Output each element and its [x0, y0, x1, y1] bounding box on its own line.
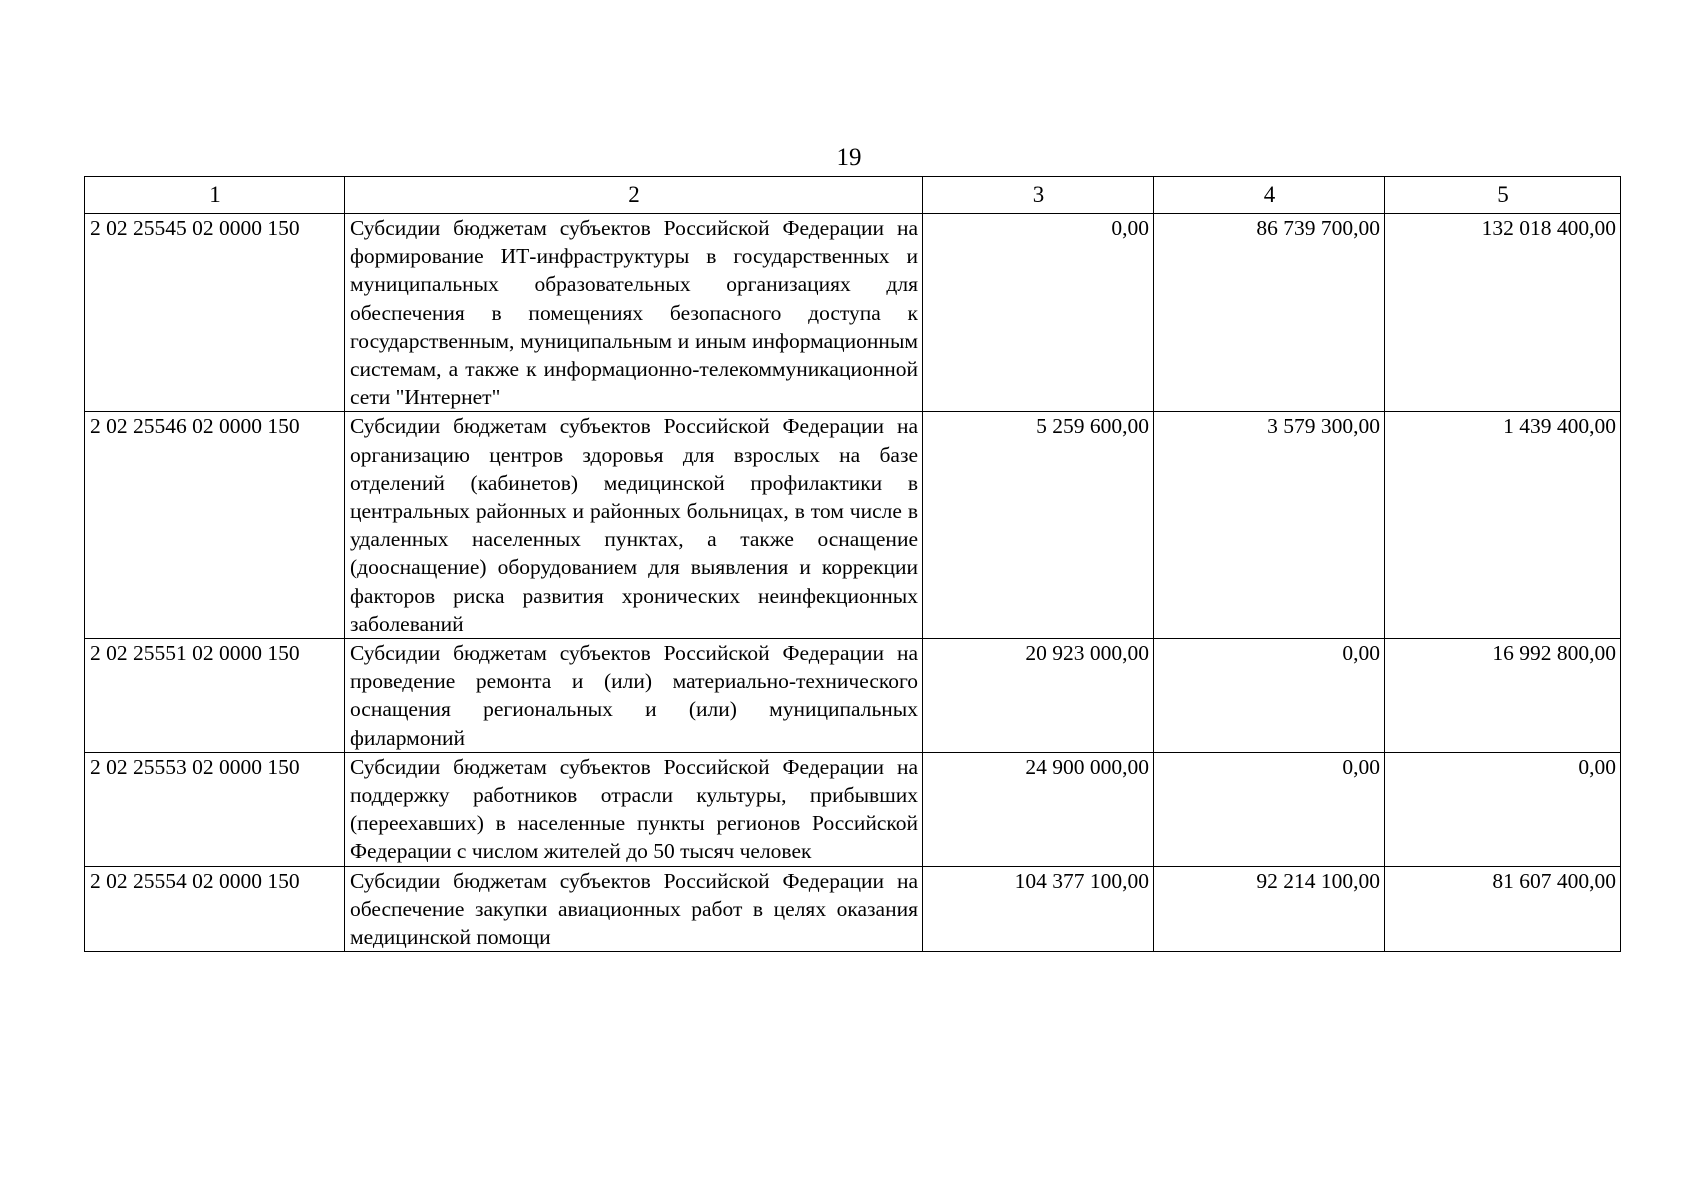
budget-table [84, 176, 1621, 952]
budget-code-cell: 2 02 25546 02 0000 150 [85, 412, 345, 639]
budget-code-cell: 2 02 25554 02 0000 150 [85, 866, 345, 952]
amount-col5-cell: 132 018 400,00 [1385, 214, 1621, 412]
description-cell: Субсидии бюджетам субъектов Российской Федерации на проведение ремонта и (или) материально-технического оснащения региональных и (или) муниципальных филармоний [345, 639, 923, 753]
amount-col5-cell: 0,00 [1385, 752, 1621, 866]
description-cell: Субсидии бюджетам субъектов Российской Федерации на обеспечение закупки авиационных работ в целях оказания медицинской помощи [345, 866, 923, 952]
amount-col4-cell: 0,00 [1154, 639, 1385, 753]
amount-col3-cell: 0,00 [923, 214, 1154, 412]
column-header-4: 4 [1154, 177, 1385, 214]
amount-col5-cell: 16 992 800,00 [1385, 639, 1621, 753]
budget-code-cell: 2 02 25545 02 0000 150 [85, 214, 345, 412]
amount-col5-cell: 81 607 400,00 [1385, 866, 1621, 952]
amount-col3-cell: 5 259 600,00 [923, 412, 1154, 639]
amount-col4-cell: 0,00 [1154, 752, 1385, 866]
table-row [85, 214, 1621, 412]
page-number: 19 [836, 144, 862, 171]
amount-col4-cell: 3 579 300,00 [1154, 412, 1385, 639]
description-cell: Субсидии бюджетам субъектов Российской Федерации на формирование ИТ-инфраструктуры в государственных и муниципальных образовательных организациях для обеспечения в помещениях безопасного доступа к государственным, муниципальным и иным информационным системам, а также к информационно-телекоммуникационной сети "Интернет" [345, 214, 923, 412]
budget-code-cell: 2 02 25553 02 0000 150 [85, 752, 345, 866]
amount-col3-cell: 20 923 000,00 [923, 639, 1154, 753]
amount-col4-cell: 86 739 700,00 [1154, 214, 1385, 412]
table-row [85, 866, 1621, 952]
description-cell: Субсидии бюджетам субъектов Российской Федерации на организацию центров здоровья для взрослых на базе отделений (кабинетов) медицинской профилактики в центральных районных и районных больницах, в том числе в удаленных населенных пунктах, а также оснащение (дооснащение) оборудованием для выявления и коррекции факторов риска развития хронических неинфекционных заболеваний [345, 412, 923, 639]
table-row [85, 412, 1621, 639]
amount-col5-cell: 1 439 400,00 [1385, 412, 1621, 639]
table-row [85, 639, 1621, 753]
column-header-2: 2 [345, 177, 923, 214]
amount-col3-cell: 104 377 100,00 [923, 866, 1154, 952]
amount-col3-cell: 24 900 000,00 [923, 752, 1154, 866]
budget-code-cell: 2 02 25551 02 0000 150 [85, 639, 345, 753]
description-cell: Субсидии бюджетам субъектов Российской Федерации на поддержку работников отрасли культуры, прибывших (переехавших) в населенные пункты регионов Российской Федерации с числом жителей до 50 тысяч человек [345, 752, 923, 866]
amount-col4-cell: 92 214 100,00 [1154, 866, 1385, 952]
column-header-5: 5 [1385, 177, 1621, 214]
column-header-3: 3 [923, 177, 1154, 214]
table-row [85, 752, 1621, 866]
column-header-1: 1 [85, 177, 345, 214]
table-header-row [85, 177, 1621, 214]
